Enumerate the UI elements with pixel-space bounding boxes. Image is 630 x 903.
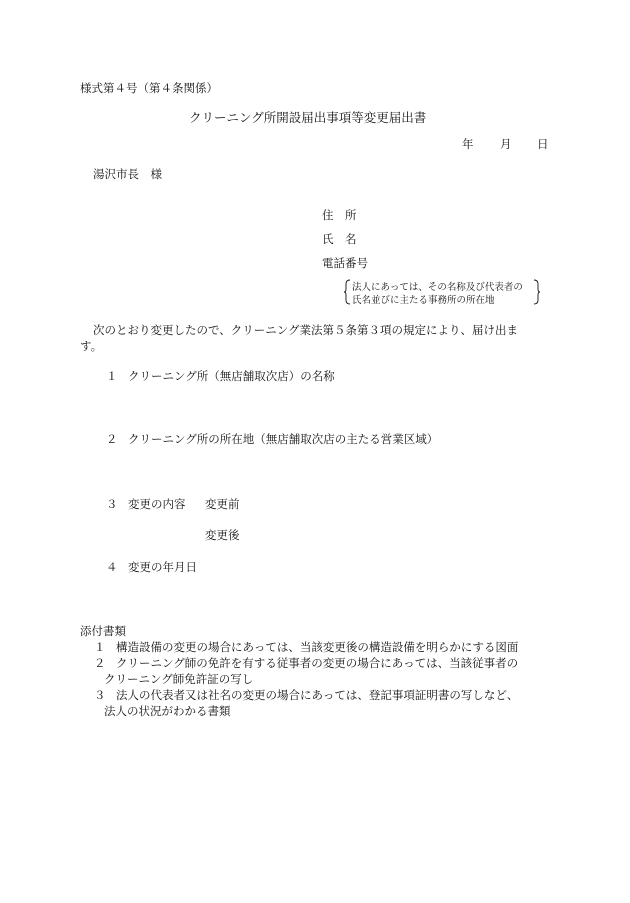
attachment-2-text-line1: クリーニング師の免許を有する従事者の変更の場合にあっては、当該従事者の [116,656,519,670]
attachment-1-number: １ [94,640,106,654]
body-text-line1: 次のとおり変更したので、クリーニング業法第５条第３項の規定により、届け出ま [93,323,519,337]
corporation-note-line2: 氏名並びに主たる事務所の所在地 [352,295,495,306]
item-4-text: 変更の年月日 [128,560,197,574]
item-1-text: クリーニング所（無店舗取次店）の名称 [128,369,335,383]
item-1-number: １ [106,369,118,383]
body-text-line2: す。 [80,339,103,353]
item-3-text: 変更の内容 [128,497,186,511]
attachment-3-text-line2: 法人の状況がわかる書類 [104,704,231,718]
attachment-3-number: ３ [94,688,106,702]
item-3-number: ３ [106,497,118,511]
attachment-1-text: 構造設備の変更の場合にあっては、当該変更後の構造設備を明らかにする図面 [116,640,519,654]
attachment-3-text-line1: 法人の代表者又は社名の変更の場合にあっては、登記事項証明書の写しなど、 [116,688,519,702]
date-month-label: 月 [500,137,512,151]
item-2-text: クリーニング所の所在地（無店舗取次店の主たる営業区域） [128,432,439,446]
form-number: 様式第４号（第４条関係） [80,81,218,95]
item-2-number: ２ [106,432,118,446]
attachment-2-number: ２ [94,656,106,670]
attachments-heading: 添付書類 [80,624,126,638]
date-year-label: 年 [462,137,474,151]
corporation-note [344,279,540,305]
document-title: クリーニング所開設届出事項等変更届出書 [189,110,427,125]
date-day-label: 日 [537,137,549,151]
item-3-after-label: 変更後 [205,528,240,542]
applicant-phone-label: 電話番号 [322,256,368,270]
corporation-note-line1: 法人にあっては、その名称及び代表者の [352,282,523,293]
item-4-number: ４ [106,560,118,574]
applicant-name-label: 氏 名 [322,232,357,246]
applicant-address-label: 住 所 [322,208,357,222]
attachment-2-text-line2: クリーニング師免許証の写し [104,672,254,686]
item-3-before-label: 変更前 [205,497,240,511]
addressee: 湯沢市長 様 [93,167,162,181]
